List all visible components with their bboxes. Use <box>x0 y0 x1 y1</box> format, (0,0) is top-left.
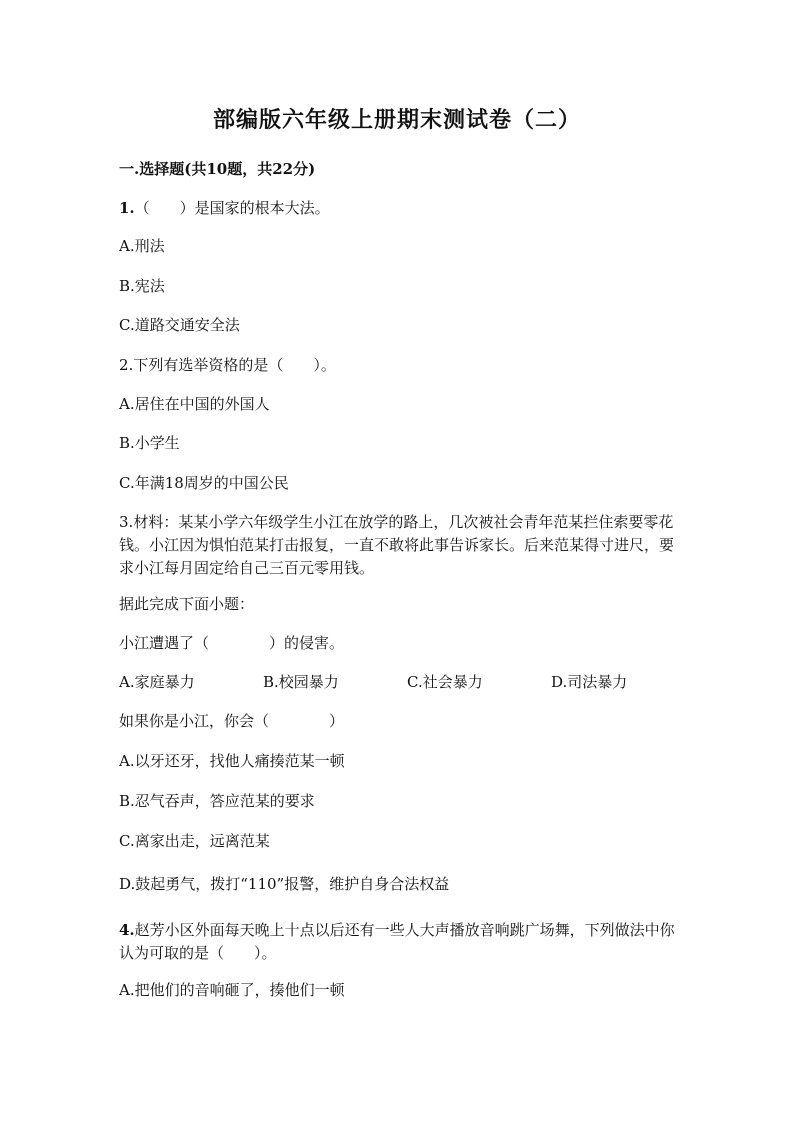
q3-sub2-option-a: A.以牙还牙，找他人痛揍范某一顿 <box>119 752 345 770</box>
q3-sub1-stem: 小江遭遇了（ ）的侵害。 <box>119 634 345 652</box>
question-1 <box>119 198 330 218</box>
q3-sub2-option-b: B.忍气吞声，答应范某的要求 <box>119 792 315 810</box>
question-4 <box>119 919 679 965</box>
material-text: 材料：某某小学六年级学生小江在放学的路上，几次被社会青年范某拦住索要零花钱。小江因为惧怕范某打击报复，一直不敢将此事告诉家长。后来范某得寸进尺，要求小江每月固定给自己三百元零用钱。 <box>119 513 675 577</box>
q1-option-b: B.宪法 <box>119 277 165 295</box>
q2-option-b: B.小学生 <box>119 434 180 452</box>
section-heading-choice: 一.选择题(共10题，共22分) <box>119 160 316 178</box>
q2-option-c: C.年满18周岁的中国公民 <box>119 474 289 492</box>
q3-sub2-stem: 如果你是小江，你会（ ） <box>119 712 345 730</box>
q3-sub2-option-c: C.离家出走，远离范某 <box>119 832 270 850</box>
question-2 <box>119 355 336 375</box>
question-number: 2. <box>119 356 134 374</box>
q1-option-a: A.刑法 <box>119 237 165 255</box>
question-3-material <box>119 511 679 580</box>
q1-option-c: C.道路交通安全法 <box>119 316 240 334</box>
q3-instruction: 据此完成下面小题： <box>119 595 255 613</box>
q4-option-a: A.把他们的音响砸了，揍他们一顿 <box>119 981 345 999</box>
question-stem: （ ）是国家的根本大法。 <box>134 199 330 217</box>
question-stem: 赵芳小区外面每天晚上十点以后还有一些人大声播放音响跳广场舞，下列做法中你认为可取的是（ ）。 <box>119 921 675 962</box>
q3-sub2-option-d: D.鼓起勇气，拨打“110”报警，维护自身合法权益 <box>119 875 450 893</box>
question-number: 3. <box>119 513 134 531</box>
question-number: 1. <box>119 199 135 217</box>
q3-sub1-option-d: D.司法暴力 <box>551 673 628 691</box>
question-stem: 下列有选举资格的是（ ）。 <box>133 356 336 374</box>
q3-sub1-option-b: B.校园暴力 <box>263 673 339 691</box>
q3-sub1-option-a: A.家庭暴力 <box>119 673 195 691</box>
q2-option-a: A.居住在中国的外国人 <box>119 395 270 413</box>
exam-title: 部编版六年级上册期末测试卷（二） <box>212 107 581 133</box>
q3-sub1-option-c: C.社会暴力 <box>407 673 483 691</box>
question-number: 4. <box>119 921 135 939</box>
